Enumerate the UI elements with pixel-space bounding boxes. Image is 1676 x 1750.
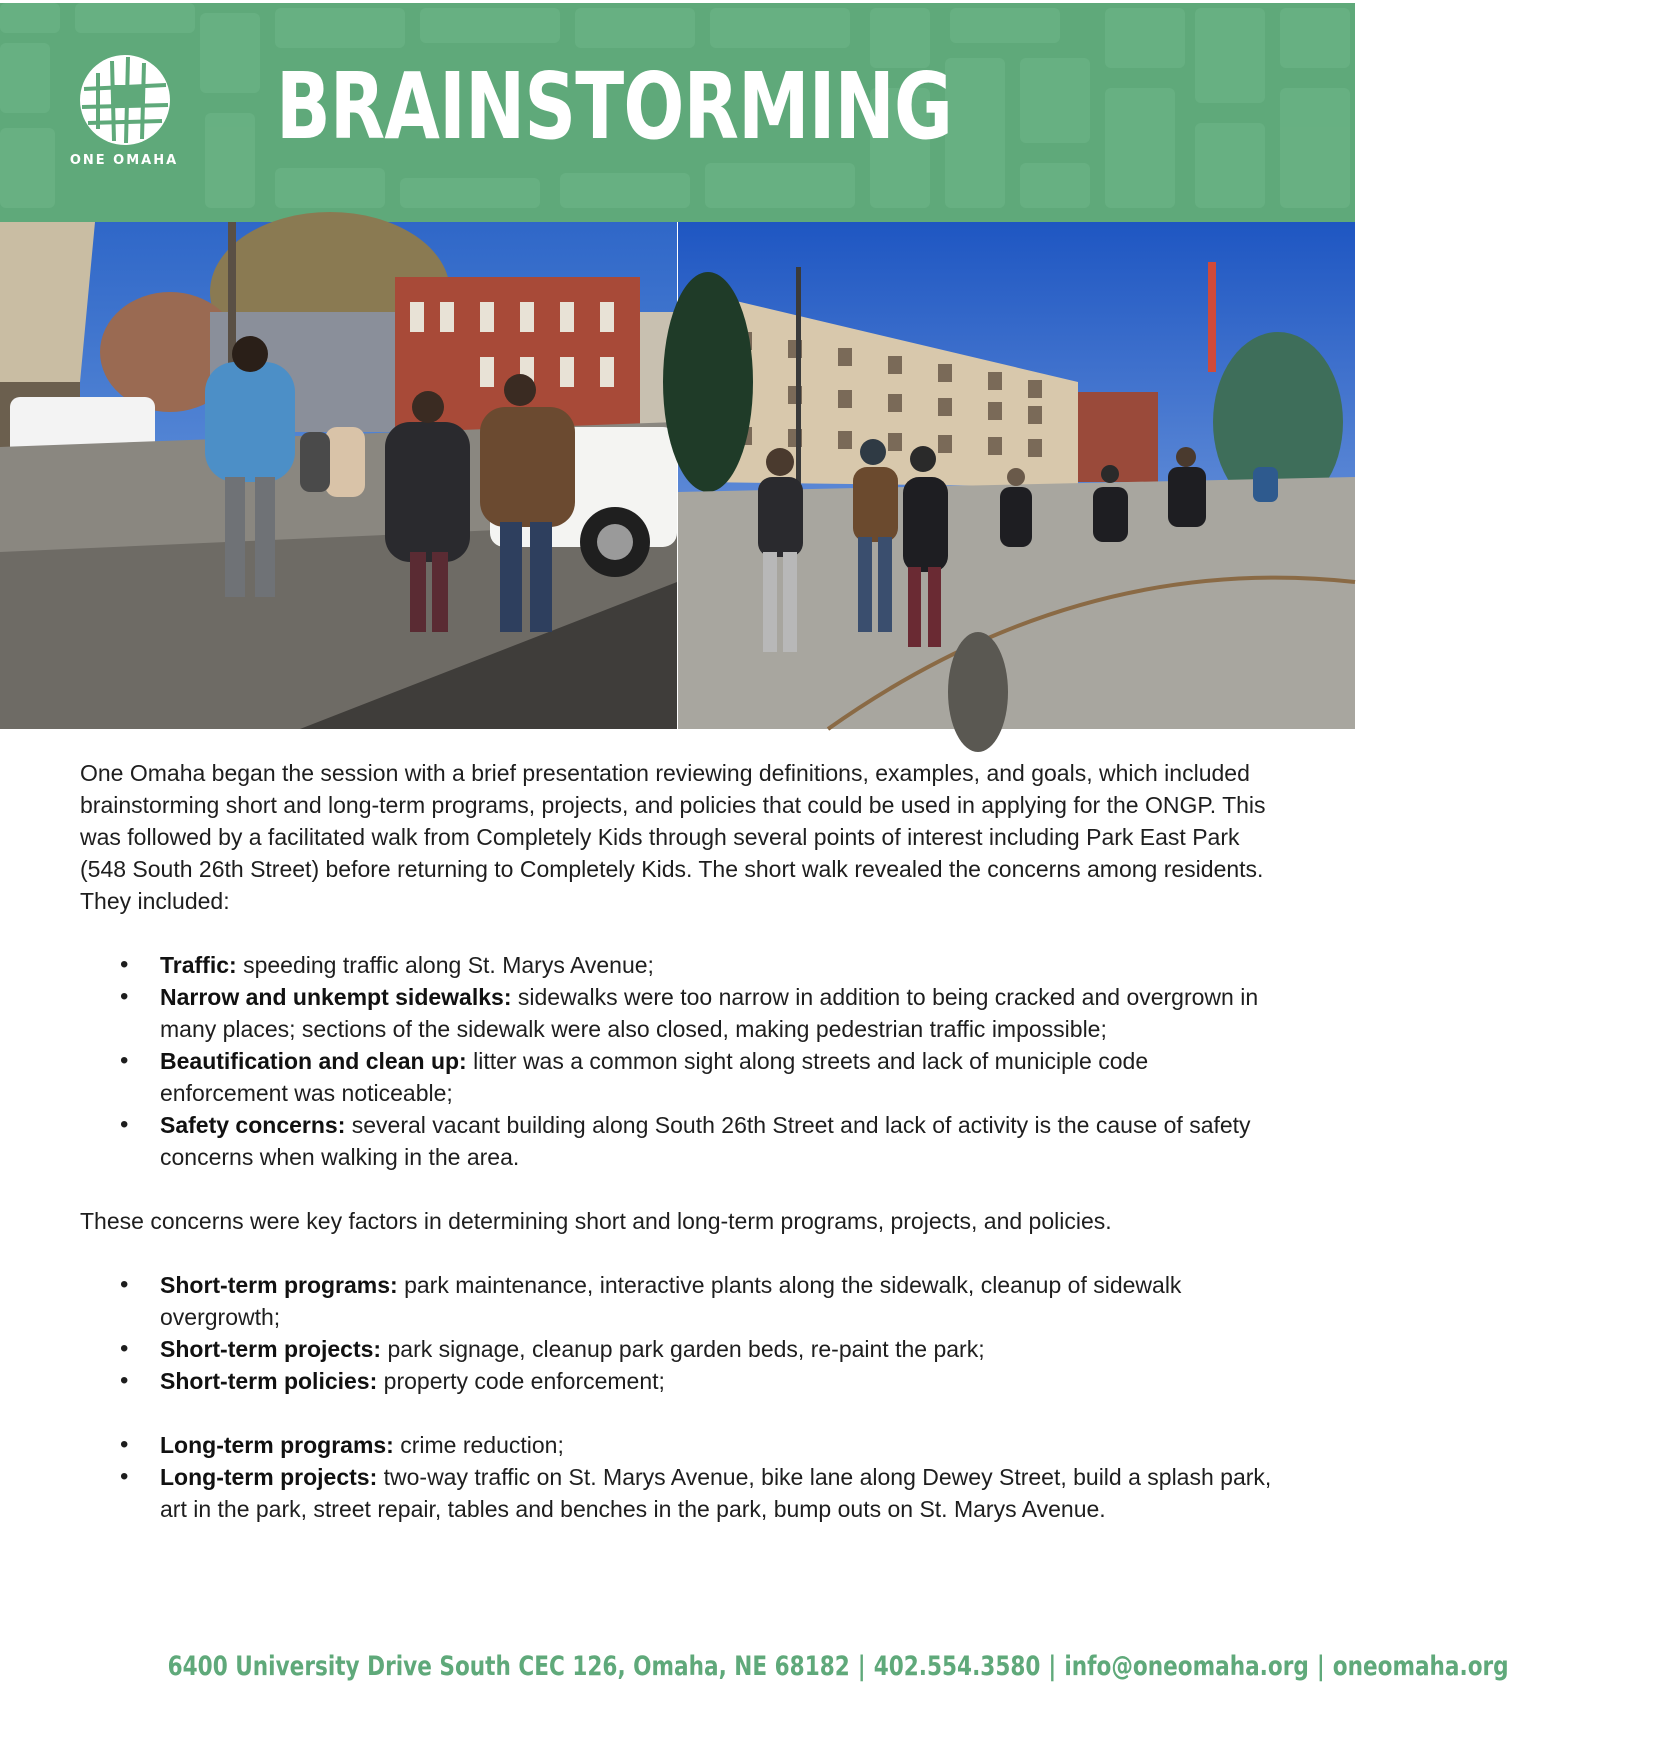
list-item — [80, 1109, 1280, 1173]
item-label: Short-term projects: — [160, 1336, 382, 1362]
footer-phone: 402.554.3580 — [873, 1651, 1041, 1682]
one-omaha-logo — [78, 53, 172, 147]
right-walk-photo — [678, 222, 1355, 729]
item-text: property code enforcement; — [377, 1368, 665, 1394]
list-item — [80, 1365, 1280, 1397]
body-content — [80, 757, 1280, 1525]
footer-contact — [0, 1651, 1509, 1682]
item-label: Traffic: — [160, 952, 237, 978]
short-term-list — [80, 1269, 1280, 1397]
item-text: park maintenance, interactive plants along the sidewalk, cleanup of sidewalk overgrowth; — [160, 1272, 1182, 1330]
transition-paragraph: These concerns were key factors in determining short and long-term programs, projects, and policies. — [80, 1208, 1112, 1234]
item-label: Long-term projects: — [160, 1464, 378, 1490]
item-label: Beautification and clean up: — [160, 1048, 467, 1074]
item-label: Safety concerns: — [160, 1112, 346, 1138]
page-title: BRAINSTORMING — [276, 53, 953, 160]
concerns-list — [80, 949, 1280, 1173]
footer-address: 6400 University Drive South CEC 126, Omaha, NE 68182 — [167, 1651, 850, 1682]
header-banner — [0, 3, 1355, 222]
list-item — [80, 1461, 1280, 1525]
item-label: Long-term programs: — [160, 1432, 394, 1458]
footer-separator: | — [857, 1651, 866, 1682]
item-text: crime reduction; — [393, 1432, 564, 1458]
item-text: several vacant building along South 26th Street and lack of activity is the cause of safety concerns when walking in the area. — [160, 1112, 1251, 1170]
intro-paragraph: One Omaha began the session with a brief presentation reviewing definitions, examples, and goals, which included brainstorming short and long-term programs, projects, and policies that could be used in applying for the ONGP. This was followed by a facilitated walk from Completely Kids through several points of interest including Park East Park (548 South 26th Street) before returning to Completely Kids. The short walk revealed the concerns among residents. They included: — [80, 760, 1266, 914]
item-label: Short-term policies: — [160, 1368, 378, 1394]
item-text: sidewalks were too narrow in addition to being cracked and overgrown in many places; sections of the sidewalk were also closed, making pedestrian traffic impossible; — [160, 984, 1259, 1042]
logo-wordmark: ONE OMAHA — [69, 153, 179, 168]
item-text: park signage, cleanup park garden beds, re-paint the park; — [381, 1336, 985, 1362]
list-item — [80, 1269, 1280, 1333]
item-text: litter was a common sight along streets and lack of municiple code enforcement was noticeable; — [160, 1048, 1149, 1106]
footer-separator: | — [1316, 1651, 1325, 1682]
long-term-list — [80, 1429, 1280, 1525]
item-label: Narrow and unkempt sidewalks: — [160, 984, 512, 1010]
left-walk-photo — [0, 222, 677, 729]
list-item — [80, 1045, 1280, 1109]
item-text: speeding traffic along St. Marys Avenue; — [236, 952, 654, 978]
footer-website-link[interactable]: oneomaha.org — [1332, 1651, 1509, 1682]
list-item — [80, 949, 1280, 981]
list-item — [80, 1429, 1280, 1461]
footer-email-link[interactable]: info@oneomaha.org — [1064, 1651, 1309, 1682]
item-label: Short-term programs: — [160, 1272, 398, 1298]
item-text: two-way traffic on St. Marys Avenue, bike lane along Dewey Street, build a splash park, art in the park, street repair, tables and benches in the park, bump outs on St. Marys Avenue. — [160, 1464, 1272, 1522]
list-item — [80, 981, 1280, 1045]
list-item — [80, 1333, 1280, 1365]
footer-separator: | — [1048, 1651, 1057, 1682]
